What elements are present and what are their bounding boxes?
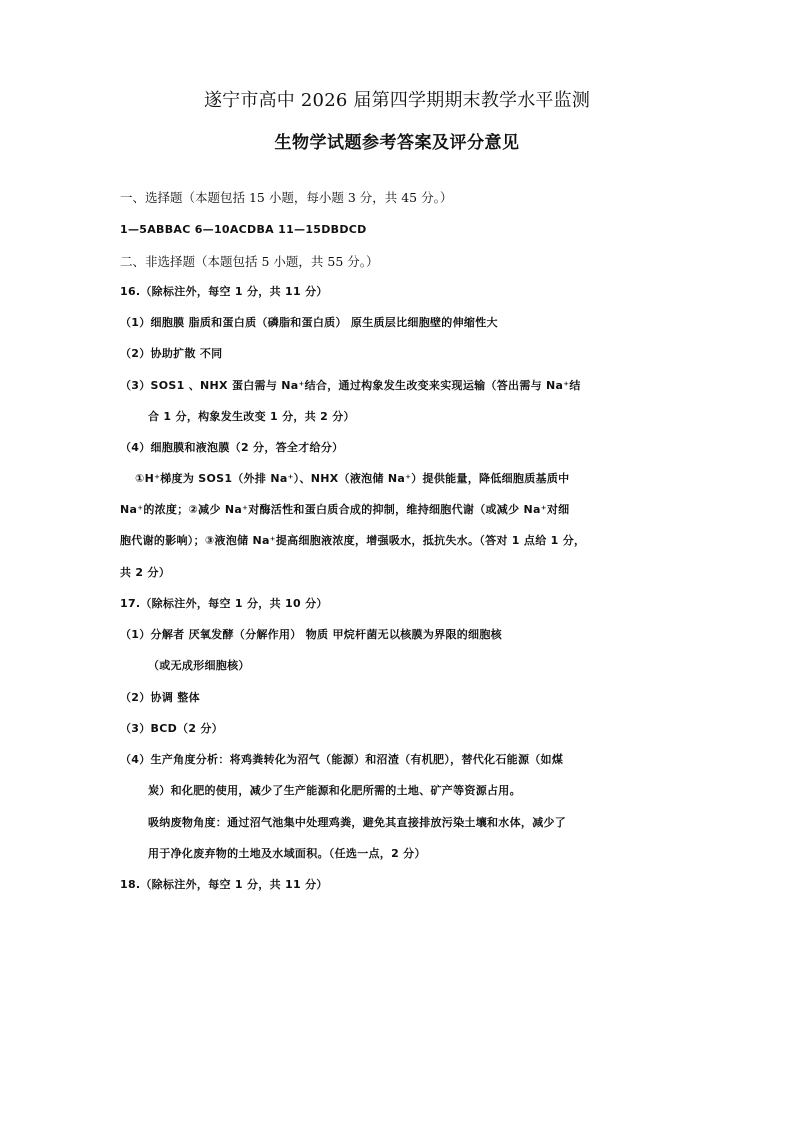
q17-production-text: 将鸡粪转化为沼气（能源）和沼渣（有机肥），替代化石能源（如煤 xyxy=(229,753,564,766)
section1-heading: 一、选择题（本题包括 15 小题，每小题 3 分，共 45 分。） xyxy=(120,190,453,205)
q17-production-label: （4）生产角度分析： xyxy=(120,753,230,766)
q16-part4-detail-line4: 共 2 分） xyxy=(120,566,171,579)
q16-part4-detail-line1: ①H⁺梯度为 SOS1（外排 Na⁺）、NHX（液泡储 Na⁺）提供能量，降低细胞质基质中 xyxy=(135,472,570,485)
q17-part4-line4: 用于净化废弃物的土地及水域面积。（任选一点，2 分） xyxy=(148,847,426,860)
q16-part3-line2: 合 1 分，构象发生改变 1 分，共 2 分） xyxy=(148,410,355,423)
q16-heading: 16.（除标注外，每空 1 分，共 11 分） xyxy=(120,285,328,298)
q16-part4-detail-line3: 胞代谢的影响）；③液泡储 Na⁺提高细胞液浓度，增强吸水，抵抗失水。（答对 1 点给 1 分， xyxy=(120,534,586,547)
q17-waste-label: 吸纳废物角度： xyxy=(148,816,228,829)
page-title: 遂宁市高中 2026 届第四学期期末教学水平监测 xyxy=(203,90,591,111)
q17-part2: （2）协调 整体 xyxy=(120,691,200,704)
q17-part4-line2: 炭）和化肥的使用，减少了生产能源和化肥所需的土地、矿产等资源占用。 xyxy=(148,784,521,797)
q16-part2: （2）协助扩散 不同 xyxy=(120,347,223,360)
q17-part4-line3 xyxy=(148,815,680,831)
q17-part1-line1: （1）分解者 厌氧发酵（分解作用） 物质 甲烷杆菌无以核膜为界限的细胞核 xyxy=(120,628,502,641)
q17-waste-text: 通过沼气池集中处理鸡粪，避免其直接排放污染土壤和水体，减少了 xyxy=(227,816,567,829)
section2-heading: 二、非选择题（本题包括 5 小题，共 55 分。） xyxy=(120,254,379,269)
q17-part4-line1 xyxy=(120,752,680,768)
q17-heading: 17.（除标注外，每空 1 分，共 10 分） xyxy=(120,597,328,610)
q16-part4-detail-line2: Na⁺的浓度；②减少 Na⁺对酶活性和蛋白质合成的抑制，维持细胞代谢（或减少 Na⁺对细 xyxy=(120,503,570,516)
page-subtitle: 生物学试题参考答案及评分意见 xyxy=(274,133,520,153)
q16-part4: （4）细胞膜和液泡膜（2 分，答全才给分） xyxy=(120,441,344,454)
q18-heading: 18.（除标注外，每空 1 分，共 11 分） xyxy=(120,878,328,891)
q17-part1-line2: （或无成形细胞核） xyxy=(148,659,250,672)
q17-part3: （3）BCD（2 分） xyxy=(120,722,224,735)
q16-part3-line1: （3）SOS1 、NHX 蛋白需与 Na⁺结合，通过构象发生改变来实现运输（答出需与 Na⁺结 xyxy=(120,379,581,392)
q16-part1: （1）细胞膜 脂质和蛋白质（磷脂和蛋白质） 原生质层比细胞壁的伸缩性大 xyxy=(120,316,498,329)
section1-answers: 1—5ABBAC 6—10ACDBA 11—15DBDCD xyxy=(120,223,367,236)
